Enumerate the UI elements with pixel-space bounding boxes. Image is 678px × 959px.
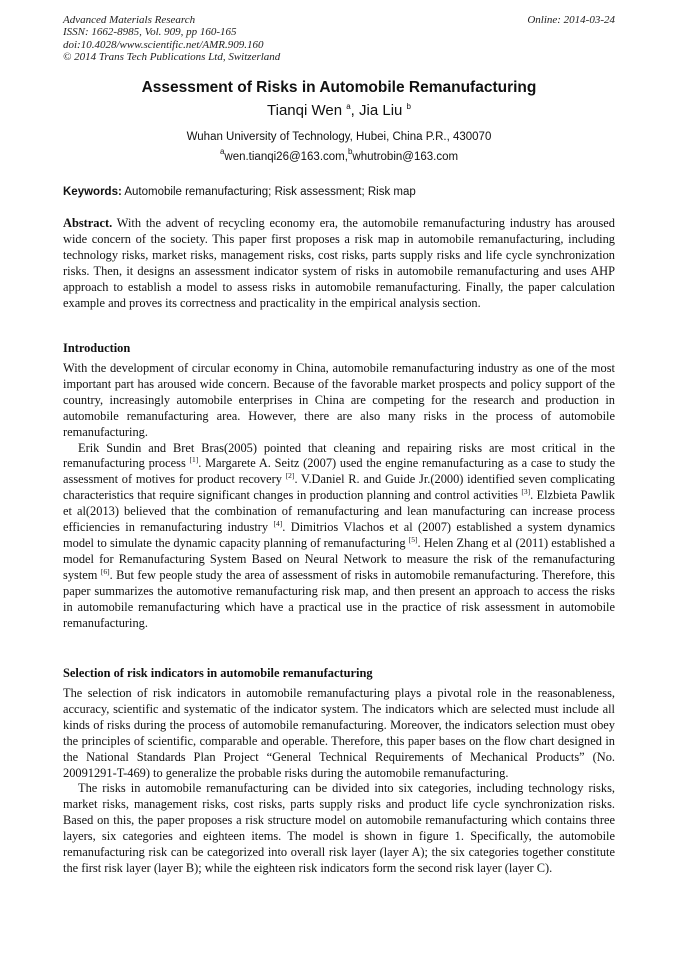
text-segment: Erik Sundin and Bret Bras(2005) pointed that cleaning and repairing risks are most critical in the remanufacturing process	[63, 440, 615, 471]
keywords-text: Automobile remanufacturing; Risk assessment; Risk map	[121, 186, 416, 198]
text-segment: . But few people study the area of assessment of risks in automobile remanufacturing. Therefore, this paper summarizes the automotive remanufacturing risk map, and then present an approach to access the risks in automobile remanufacturing which have a practical use in the practice of risk assessment in automobile remanufacturing.	[63, 567, 615, 630]
paper-title: Assessment of Risks in Automobile Remanufacturing	[141, 79, 537, 96]
abstract-label: Abstract.	[63, 216, 113, 230]
author-name: Jia Liu	[359, 102, 403, 119]
email-mark: a	[219, 147, 225, 156]
text-segment: . Helen Zhang et al (2011) established a model for Remanufacturing System Based on Neural Network to measure the risk of the remanufacturing system	[63, 535, 615, 582]
journal-doi: doi:10.4028/www.scientific.net/AMR.909.160	[63, 38, 264, 51]
text-segment: . Margarete A. Seitz (2007) used the engine remanufacturing as a case to study the assessment of motives for product recovery	[63, 456, 616, 487]
text-segment: . Dimitrios Vlachos et al (2007) established a system dynamics model to simulate the dynamic capacity planning of remanufacturing	[63, 520, 616, 550]
author-separator: ,	[350, 102, 360, 119]
keywords-label: Keywords:	[63, 186, 122, 198]
author-affil-mark: b	[406, 102, 411, 111]
section-heading-selection: Selection of risk indicators in automobile remanufacturing	[63, 666, 373, 680]
paragraph: The selection of risk indicators in automobile remanufacturing plays a pivotal role in the reasonableness, accuracy, scientific and systematic of the indicator system. The indicators which are selected must include all kinds of risks during the process of automobile remanufacturing. Moreover, the indicators selection must obey the principles of scientific, comparable and operable. Therefore, this paper bases on the flow chart designed in the National Standards Plan Project “General Technical Requirements of Mechanical Products” (No. 20091291-T-469) to generalize the probable risks during the automobile remanufacturing.	[63, 686, 615, 780]
citation-ref[interactable]: [2]	[285, 471, 295, 481]
paragraph	[63, 441, 615, 632]
journal-copyright: © 2014 Trans Tech Publications Ltd, Switzerland	[63, 50, 281, 63]
keywords	[63, 186, 615, 198]
author-name: Tianqi Wen	[267, 102, 343, 119]
text-segment: . V.Daniel R. and Guide Jr.(2000) identified seven complicating characteristics that require significant changes in production planning and control activities	[63, 472, 615, 503]
introduction-body	[63, 361, 615, 631]
journal-name: Advanced Materials Research	[63, 14, 196, 26]
email-address[interactable]: wen.tianqi26@163.com	[224, 151, 345, 163]
abstract	[63, 216, 615, 311]
email-mark: b	[347, 147, 353, 156]
online-date: Online: 2014-03-24	[527, 14, 615, 26]
author-list	[0, 102, 678, 119]
affiliation: Wuhan University of Technology, Hubei, China P.R., 430070	[186, 131, 492, 143]
author-emails	[0, 147, 678, 163]
journal-issn: ISSN: 1662-8985, Vol. 909, pp 160-165	[63, 26, 237, 39]
paragraph: With the development of circular economy in China, automobile remanufacturing industry as one of the most important part has aroused wide concern. Because of the favorable market prospects and policy support of the country, increasingly automobile enterprises in China are competing for the research and production in automobile remanufacturing area. However, there are also many risks in the process of automobile remanufacturing.	[63, 361, 615, 439]
abstract-text: With the advent of recycling economy era, the automobile remanufacturing industry has aroused wide concern of the society. This paper first proposes a risk map in automobile remanufacturing, including technology risks, market risks, management risks, cost risks, parts supply risks and life cycle synchronization risks. Then, it designs an assessment indicator system of risks in automobile remanufacturing and uses AHP approach to establish a model to assess risks in automobile remanufacturing. Finally, the paper calculation example and proves its correctness and practicality in the empirical analysis section.	[63, 216, 615, 310]
section-heading-introduction: Introduction	[63, 341, 131, 355]
citation-ref[interactable]: [3]	[521, 487, 531, 497]
email-address[interactable]: whutrobin@163.com	[352, 151, 459, 163]
paragraph: The risks in automobile remanufacturing can be divided into six categories, including technology risks, market risks, management risks, cost risks, parts supply risks and product life cycle synchronization risks. Based on this, the paper proposes a risk structure model on automobile remanufacturing which contains three layers, six categories and eighteen items. The model is shown in figure 1. Specifically, the automobile remanufacturing risk can be categorized into overall risk layer (layer A); the six categories together constitute the first risk layer (layer B); while the eighteen risk indicators form the second risk layer (layer C).	[63, 781, 615, 875]
citation-ref[interactable]: [1]	[189, 455, 199, 465]
citation-ref[interactable]: [4]	[273, 519, 283, 529]
text-segment: . Elzbieta Pawlik et al(2013) believed that the combination of remanufacturing and lean manufacturing can increase process efficiencies in remanufacturing industry	[63, 488, 615, 535]
journal-header	[63, 14, 280, 63]
email-separator: ,	[344, 151, 348, 163]
selection-body	[63, 686, 615, 877]
citation-ref[interactable]: [5]	[408, 534, 418, 544]
citation-ref[interactable]: [6]	[100, 566, 110, 576]
author-affil-mark: a	[346, 102, 351, 111]
